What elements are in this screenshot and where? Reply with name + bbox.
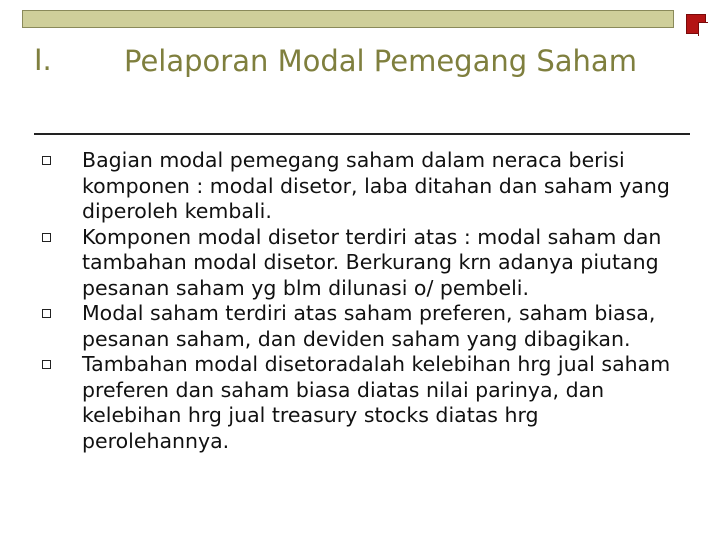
- top-decorative-bar: [22, 10, 674, 28]
- bullet-item: [40, 301, 690, 352]
- bullet-text: Tambahan modal disetoradalah kelebihan hrg jual saham preferen dan saham biasa diatas nilai parinya, dan kelebihan hrg jual treasury stocks diatas hrg perolehannya.: [82, 352, 671, 453]
- bullet-item: [40, 225, 690, 302]
- hollow-square-bullet-icon: [42, 360, 51, 369]
- bullet-list: [40, 148, 690, 454]
- bullet-text: Bagian modal pemegang saham dalam neraca berisi komponen : modal disetor, laba ditahan dan saham yang diperoleh kembali.: [82, 148, 670, 223]
- hollow-square-bullet-icon: [42, 233, 51, 242]
- corner-decoration-inner-icon: [698, 22, 708, 36]
- bullet-text: Komponen modal disetor terdiri atas : modal saham dan tambahan modal disetor. Berkurang krn adanya piutang pesanan saham yg blm dilunasi o/ pembeli.: [82, 224, 662, 300]
- title-divider: [34, 133, 690, 135]
- bullet-text: Modal saham terdiri atas saham preferen, saham biasa, pesanan saham, dan deviden saham yang dibagikan.: [82, 301, 656, 351]
- hollow-square-bullet-icon: [42, 309, 51, 318]
- slide-title: Pelaporan Modal Pemegang Saham: [124, 44, 637, 78]
- bullet-item: [40, 352, 690, 454]
- hollow-square-bullet-icon: [42, 156, 51, 165]
- bullet-item: [40, 148, 690, 225]
- slide-number: I.: [34, 43, 52, 77]
